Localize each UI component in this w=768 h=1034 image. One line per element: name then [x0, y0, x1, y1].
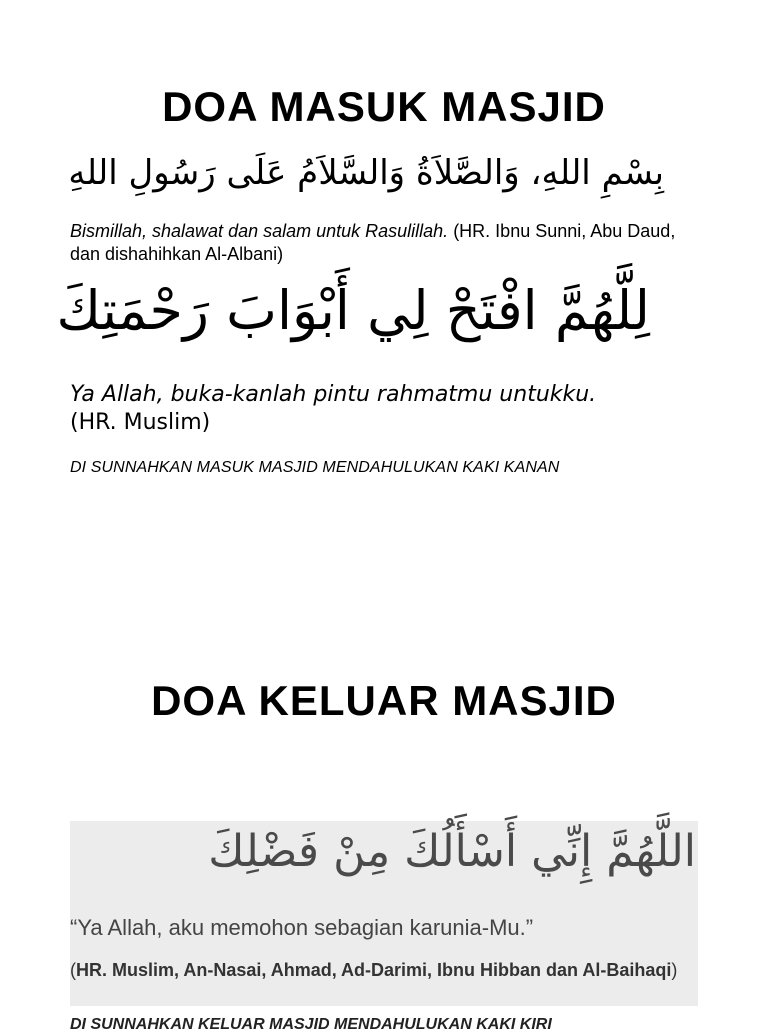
ref-sources: HR. Muslim, An-Nasai, Ahmad, Ad-Darimi, Ibnu Hibban dan Al-Baihaqi [76, 960, 672, 980]
doa-keluar-reference [70, 958, 710, 983]
sunnah-note-masuk: DI SUNNAHKAN MASUK MASJID MENDAHULUKAN KAKI KANAN [70, 459, 560, 476]
doa-masuk-translation-italic: Ya Allah, buka-kanlah pintu rahmatmu untukku. [70, 382, 597, 407]
title-doa-keluar-masjid: DOA KELUAR MASJID [151, 677, 617, 724]
title-doa-masuk-masjid: DOA MASUK MASJID [162, 83, 606, 130]
bismillah-note [70, 220, 710, 266]
doa-keluar-translation: “Ya Allah, aku memohon sebagian karunia-Mu.” [70, 915, 534, 940]
arabic-doa-masuk: لِلَّهُمَّ افْتَحْ لِي أَبْوَابَ رَحْمَتِكَ [56, 279, 650, 342]
ref-close-paren: ) [671, 960, 678, 980]
bismillah-note-source: (HR. Ibnu Sunni, Abu Daud, dan dishahihkan Al-Albani) [70, 221, 676, 264]
doa-masuk-translation [70, 381, 630, 437]
arabic-bismillah-line: بِسْمِ اللهِ، وَالصَّلاَةُ وَالسَّلاَمُ عَلَى رَسُولِ اللهِ [68, 153, 664, 193]
sunnah-note-keluar: DI SUNNAHKAN KELUAR MASJID MENDAHULUKAN KAKI KIRI [70, 1016, 552, 1033]
doa-masuk-translation-source: (HR. Muslim) [70, 410, 211, 435]
ref-open-paren: ( [70, 960, 76, 980]
arabic-doa-keluar: اللَّهُمَّ إِنِّي أَسْأَلُكَ مِنْ فَضْلِكَ [208, 826, 696, 877]
bismillah-note-italic: Bismillah, shalawat dan salam untuk Rasulillah. [70, 221, 449, 241]
